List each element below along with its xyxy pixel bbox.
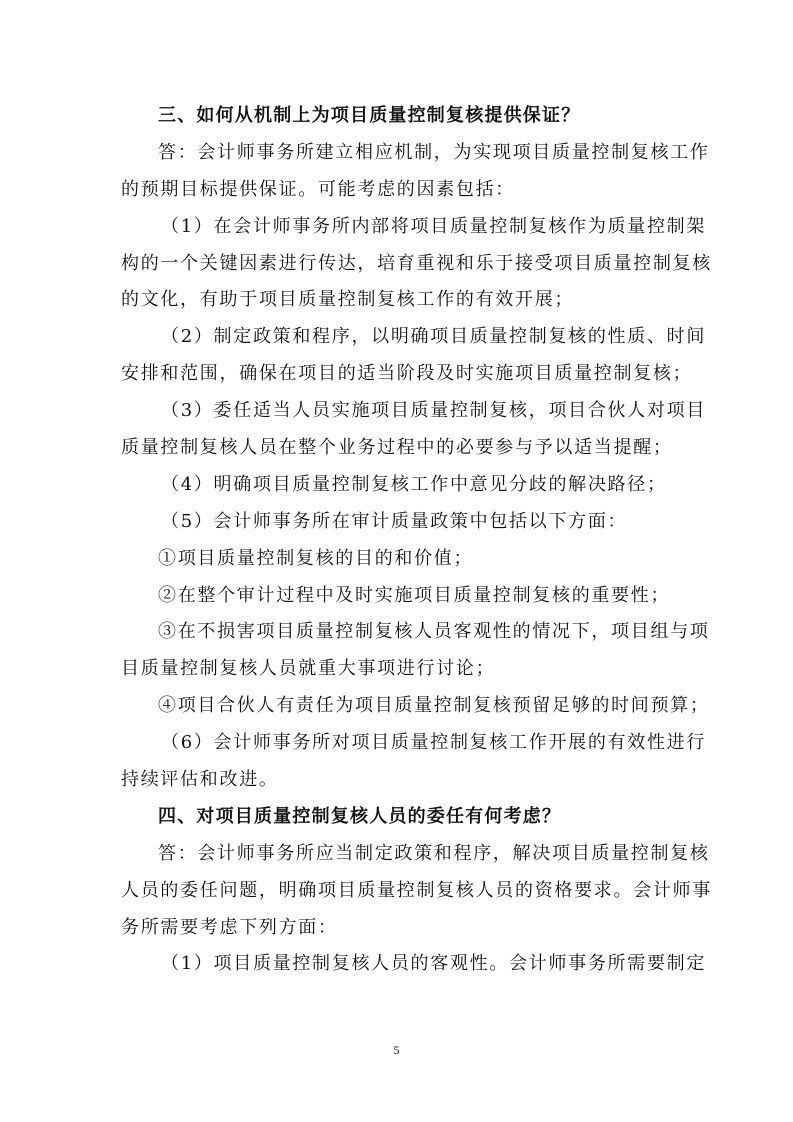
section-3-heading: 三、如何从机制上为项目质量控制复核提供保证？: [158, 105, 581, 126]
subitem-3-line: 目质量控制复核人员就重大事项进行讨论；: [121, 658, 496, 680]
section-3-answer-line: 的预期目标提供保证。可能考虑的因素包括：: [121, 178, 515, 200]
section-4-answer-line: 务所需要考虑下列方面：: [121, 916, 338, 938]
subitem-2-line: ②在整个审计过程中及时实施项目质量控制复核的重要性；: [158, 584, 671, 606]
item-1-line: （1）在会计师事务所内部将项目质量控制复核作为质量控制架: [161, 215, 707, 237]
section-4-answer-line: 人员的委任问题，明确项目质量控制复核人员的资格要求。会计师事: [121, 879, 712, 901]
section-4-answer-line: 答：会计师事务所应当制定政策和程序，解决项目质量控制复核: [158, 842, 710, 864]
section-4-heading: 四、对项目质量控制复核人员的委任有何考虑？: [158, 805, 562, 827]
subitem-1-line: ①项目质量控制复核的目的和价值；: [158, 547, 474, 569]
item-2-line: （2）制定政策和程序，以明确项目质量控制复核的性质、时间: [161, 326, 707, 348]
section-4-item-1-line: （1）项目质量控制复核人员的客观性。会计师事务所需要制定: [161, 953, 707, 975]
item-3-line: （3）委任适当人员实施项目质量控制复核，项目合伙人对项目: [161, 400, 707, 422]
subitem-4-line: ④项目合伙人有责任为项目质量控制复核预留足够的时间预算；: [158, 695, 710, 717]
item-3-line: 质量控制复核人员在整个业务过程中的必要参与予以适当提醒；: [121, 437, 673, 459]
item-6-line: （6）会计师事务所对项目质量控制复核工作开展的有效性进行: [161, 732, 707, 754]
section-3-answer-line: 答：会计师事务所建立相应机制，为实现项目质量控制复核工作: [158, 141, 710, 163]
document-page: [121, 98, 712, 983]
item-2-line: 安排和范围，确保在项目的适当阶段及时实施项目质量控制复核；: [121, 363, 693, 385]
subitem-3-line: ③在不损害项目质量控制复核人员客观性的情况下，项目组与项: [158, 621, 710, 643]
item-1-line: 的文化，有助于项目质量控制复核工作的有效开展；: [121, 289, 575, 311]
page-number: 5: [393, 1043, 400, 1057]
item-1-line: 构的一个关键因素进行传达，培育重视和乐于接受项目质量控制复核: [121, 252, 712, 274]
item-4-line: （4）明确项目质量控制复核工作中意见分歧的解决路径；: [161, 473, 667, 495]
item-5-line: （5）会计师事务所在审计质量政策中包括以下方面：: [161, 510, 628, 532]
item-6-line: 持续评估和改进。: [121, 769, 279, 791]
